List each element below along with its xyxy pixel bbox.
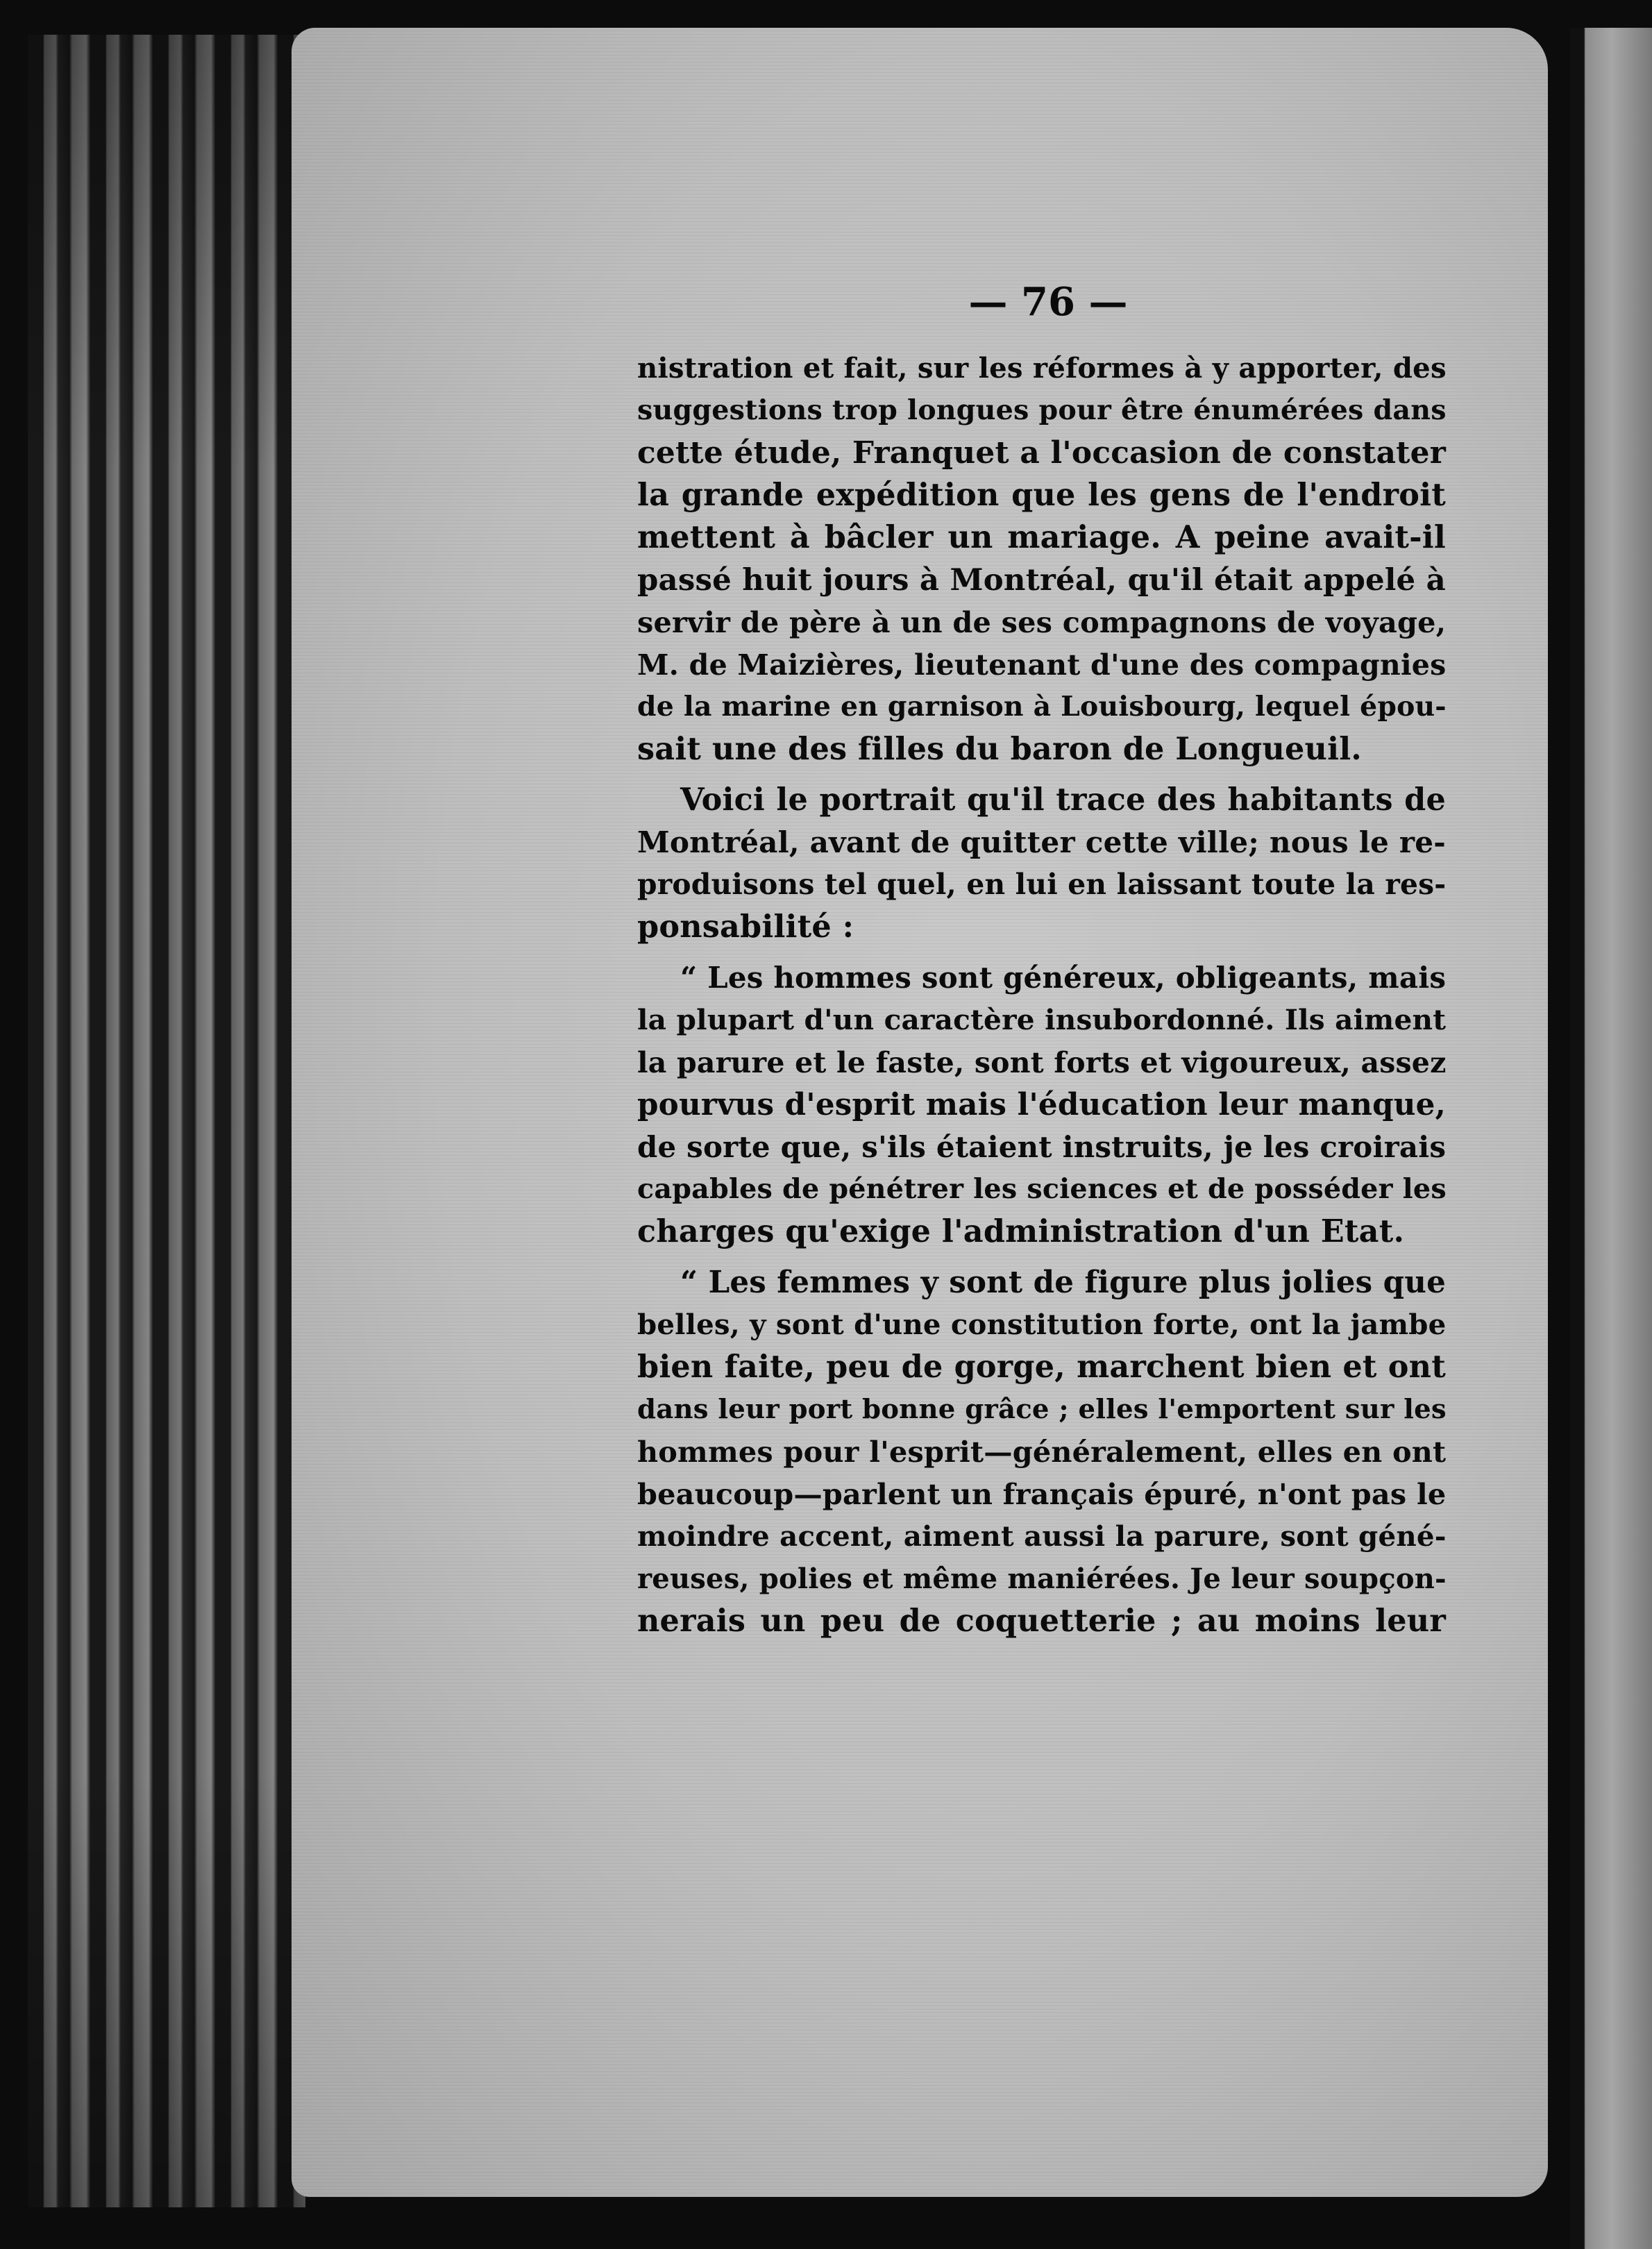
paragraph [637, 779, 1446, 948]
text-line: servir de père à un de ses compagnons de voyage, [637, 605, 1447, 639]
paragraph [637, 347, 1446, 770]
text-line: bien faite, peu de gorge, marchent bien et ont [637, 1349, 1446, 1385]
text-line: capables de pénétrer les sciences et de posséder les [637, 1173, 1447, 1205]
text-line: “ Les femmes y sont de figure plus jolies que [680, 1265, 1446, 1300]
next-page-edge [1570, 28, 1652, 2249]
text-line: nistration et fait, sur les réformes à y apporter, des [637, 352, 1447, 385]
text-line: Montréal, avant de quitter cette ville; nous le re- [637, 825, 1446, 859]
gutter-shadow [28, 35, 305, 2207]
text-line: passé huit jours à Montréal, qu'il était appelé à [637, 562, 1446, 598]
text-line: de la marine en garnison à Louisbourg, lequel épou- [637, 691, 1447, 723]
text-line: hommes pour l'esprit—généralement, elles en ont [637, 1435, 1447, 1469]
text-line: la plupart d'un caractère insubordonné. Ils aiment [637, 1003, 1447, 1036]
text-line: moindre accent, aiment aussi la parure, sont géné- [637, 1519, 1447, 1553]
text-line: belles, y sont d'une constitution forte, ont la jambe [637, 1308, 1447, 1341]
text-line: pourvus d'esprit mais l'éducation leur manque, [637, 1087, 1446, 1122]
text-line: cette étude, Franquet a l'occasion de constater [637, 435, 1446, 471]
body-text [637, 347, 1446, 1642]
text-line: Voici le portrait qu'il trace des habitants de [680, 782, 1446, 818]
text-line: M. de Maizières, lieutenant d'une des compagnies [637, 648, 1447, 682]
text-line: mettent à bâcler un mariage. A peine avait-il [637, 519, 1446, 555]
text-line: produisons tel quel, en lui en laissant toute la res- [637, 868, 1447, 901]
text-line: “ Les hommes sont généreux, obligeants, mais [680, 961, 1447, 995]
paragraph [637, 1261, 1446, 1642]
text-line: reuses, polies et même maniérées. Je leur soupçon- [637, 1562, 1447, 1595]
page-number: — 76 — [968, 279, 1128, 325]
text-line: ponsabilité : [637, 909, 854, 945]
text-line: sait une des filles du baron de Longueuil. [637, 731, 1363, 767]
text-line: dans leur port bonne grâce ; elles l'emportent sur les [637, 1394, 1447, 1425]
text-line: beaucoup—parlent un français épuré, n'ont pas le [637, 1477, 1447, 1511]
text-line: la grande expédition que les gens de l'endroit [637, 477, 1446, 513]
text-line: nerais un peu de coquetterie ; au moins leur [637, 1603, 1446, 1639]
paragraph [637, 957, 1446, 1253]
text-line: suggestions trop longues pour être énumérées dans [637, 394, 1447, 426]
text-line: de sorte que, s'ils étaient instruits, je les croirais [637, 1130, 1447, 1164]
text-line: la parure et le faste, sont forts et vigoureux, assez [637, 1045, 1447, 1079]
text-line: charges qu'exige l'administration d'un Etat. [637, 1213, 1405, 1249]
